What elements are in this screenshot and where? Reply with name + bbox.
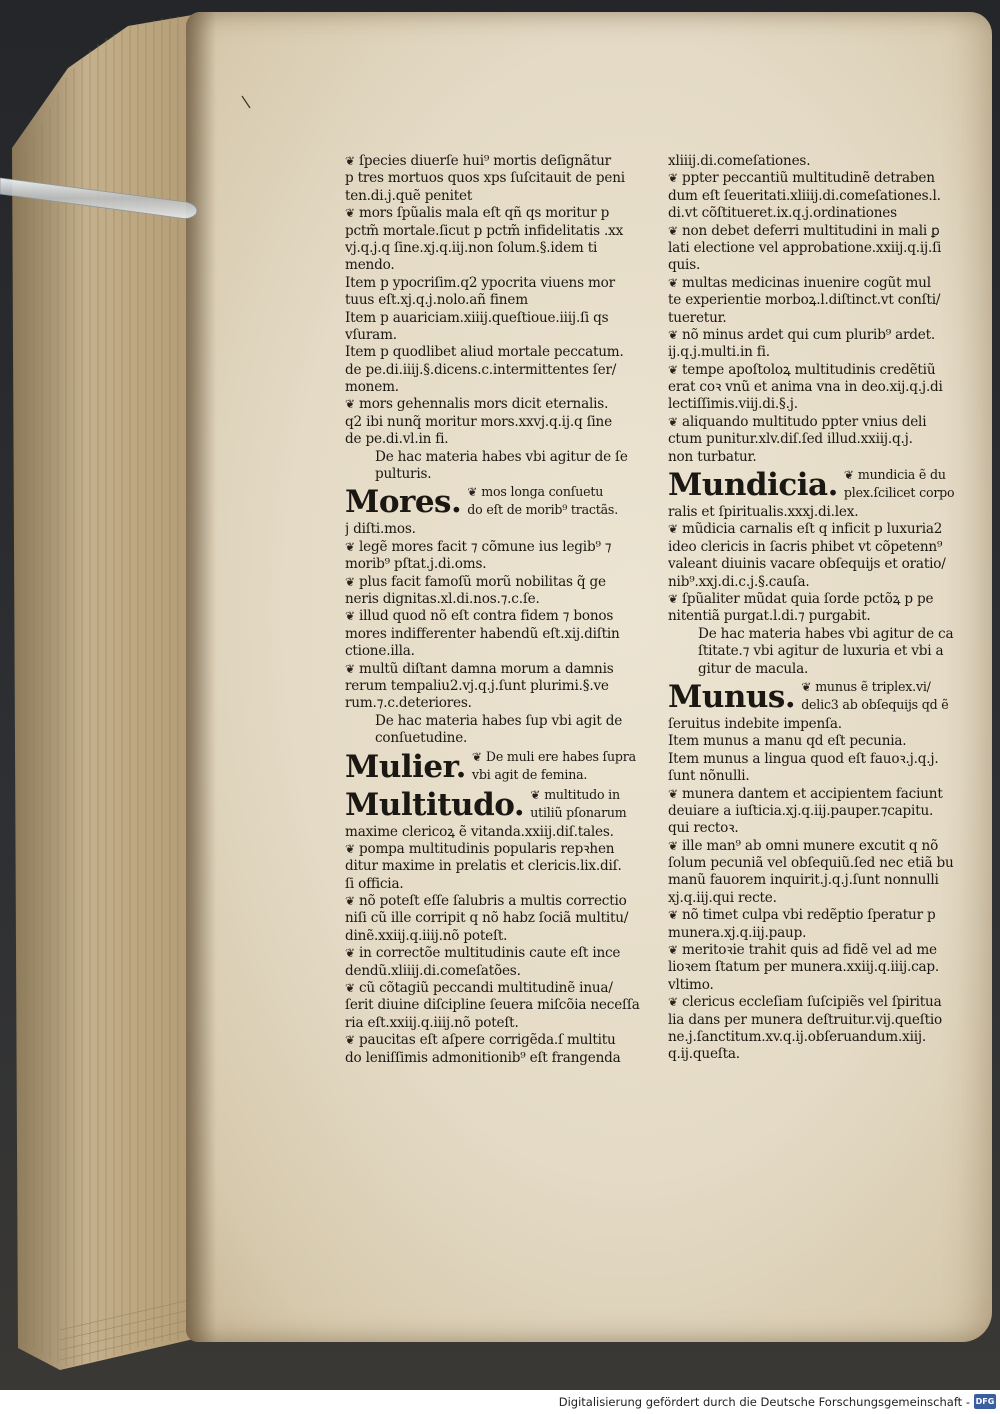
text-line — [668, 959, 958, 976]
text-line — [345, 292, 657, 309]
text-line-content: xliiij.di.comeſationes. — [668, 153, 811, 169]
text-line-content: conſuetudine. — [375, 730, 468, 747]
text-line-content: mors ſpũalis mala eſt qñ qs moritur p — [359, 205, 610, 222]
paragraph-mark-icon: ❦ — [345, 539, 355, 554]
text-line-content: Item p ypocriſim.q2 ypocrita viuens mor — [345, 274, 615, 291]
lemma-definition — [530, 786, 626, 821]
text-line — [668, 1012, 958, 1029]
text-line — [668, 521, 958, 538]
paragraph-mark-icon: ❦ — [345, 894, 355, 909]
text-line — [668, 379, 958, 396]
text-line-content: gitur de macula. — [698, 660, 809, 677]
text-line-content: munera.xj.q.iij.paup. — [668, 924, 807, 941]
text-line-content: ij.q.j.multi.in fi. — [668, 344, 770, 361]
paragraph-mark-icon: ❦ — [668, 591, 678, 606]
text-line-content: j diſti.mos. — [345, 521, 416, 538]
text-line-content: erat coꝛ vnũ et anima vna in deo.xij.q.j.di — [668, 379, 943, 396]
text-line — [345, 608, 657, 625]
paragraph-mark-icon: ❦ — [843, 468, 854, 483]
lemma-heading — [345, 483, 657, 521]
text-line-content: illud quod nõ eſt contra fidem ⁊ bonos — [359, 608, 614, 625]
lemma-title: Mulier. — [345, 748, 466, 785]
text-line — [668, 994, 958, 1011]
text-line — [668, 1029, 958, 1046]
lemma-definition-line: plex.ſcilicet corpo — [843, 485, 955, 501]
text-line — [345, 980, 657, 997]
text-line-content: De hac materia habes vbi agitur de ca — [698, 625, 954, 642]
text-line — [668, 153, 958, 170]
text-line-content: dum eſt ſeueritati.xliiij.di.comeſationes.l. — [668, 187, 941, 204]
text-line — [345, 362, 657, 379]
lemma-definition-line: do eſt de morib⁹ tractãs. — [467, 502, 619, 518]
text-line — [668, 716, 958, 733]
text-line-content: dinẽ.xxiij.q.iiij.nõ poteſt. — [345, 927, 508, 944]
text-line-content: nõ timet culpa vbi redẽptio ſperatur p — [682, 907, 936, 924]
text-line — [668, 977, 958, 994]
text-line — [345, 643, 657, 660]
text-line-content: maxime clericoꝝ ẽ vitanda.xxiij.diſ.tales. — [345, 823, 614, 840]
lemma-title: Mundicia. — [668, 467, 838, 504]
text-line-content: paucitas eſt aſpere corrigẽda.ſ multitu — [359, 1032, 616, 1049]
left-text-column — [345, 153, 657, 1067]
text-line — [668, 1046, 958, 1063]
lemma-definition-line: delic3 ab obſequijs qd ẽ — [801, 696, 949, 712]
lemma-definition-line: vbi agit de femina. — [471, 766, 588, 782]
text-line — [345, 678, 657, 695]
text-line-content: lia dans per munera deſtruitur.vij.queſtio — [668, 1011, 942, 1028]
paragraph-mark-icon: ❦ — [345, 574, 355, 589]
footer-bar — [0, 1390, 1000, 1414]
text-line — [668, 751, 958, 768]
text-line-content: vj.q.j.q ſine.xj.q.iij.non ſolum.§.idem ti — [345, 239, 598, 256]
text-line — [668, 223, 958, 240]
pencil-mark — [240, 94, 260, 114]
text-line — [668, 257, 958, 274]
text-line — [345, 695, 657, 712]
text-line-content: nib⁹.xxj.di.c.j.§.cauſa. — [668, 573, 810, 590]
text-line — [345, 945, 657, 962]
text-line-content: vſuram. — [345, 326, 397, 343]
text-line — [668, 292, 958, 309]
lemma-title: Munus. — [668, 678, 796, 715]
text-line-content: quis. — [668, 257, 701, 274]
paragraph-mark-icon: ❦ — [471, 749, 482, 764]
text-line — [668, 643, 958, 660]
text-line-content: deuiare a iuſticia.xj.q.iij.pauper.⁊capitu. — [668, 802, 934, 819]
text-line — [345, 1032, 657, 1049]
right-text-column — [668, 153, 958, 1064]
text-line-content: pompa multitudinis popularis repꝛhen — [359, 840, 615, 857]
text-line-content: lati electione vel approbatione.xxiij.q.ij.ſi — [668, 239, 942, 256]
paragraph-mark-icon: ❦ — [801, 679, 812, 694]
paragraph-mark-icon: ❦ — [345, 981, 355, 996]
text-line — [345, 876, 657, 893]
text-line — [668, 344, 958, 361]
text-line — [345, 730, 657, 747]
text-line-content: de pe.di.iiij.§.dicens.c.intermittentes ſer/ — [345, 361, 617, 378]
paragraph-mark-icon: ❦ — [668, 995, 678, 1010]
text-line-content: ria eſt.xxiij.q.iiij.nõ poteſt. — [345, 1014, 519, 1031]
text-line-content: ſunt nõnulli. — [668, 768, 750, 785]
text-line-content: ideo clericis in ſacris phibet vt cõpetenn⁹ — [668, 538, 943, 555]
text-line-content: do leniſſimis admonitionib⁹ eſt frangenda — [345, 1049, 621, 1066]
text-line — [345, 626, 657, 643]
dfg-logo-icon: DFG — [974, 1394, 996, 1409]
text-line-content: nitentiã purgat.l.di.⁊ purgabit. — [668, 608, 871, 625]
text-line — [345, 574, 657, 591]
text-line-content: ſpecies diuerſe hui⁹ mortis deſignãtur — [359, 153, 611, 169]
text-line-content: niſi cũ ille corripit q nõ habz ſociã multitu/ — [345, 910, 629, 927]
lemma-definition-line: mundicia ẽ du — [857, 467, 946, 483]
lemma-definition-line: De muli ere habes ſupra — [485, 748, 636, 764]
text-line-content: non turbatur. — [668, 448, 757, 465]
text-line — [345, 824, 657, 841]
paragraph-mark-icon: ❦ — [668, 414, 678, 429]
text-line — [345, 327, 657, 344]
text-line — [345, 661, 657, 678]
lemma-definition — [844, 466, 955, 501]
text-line — [668, 907, 958, 924]
text-line-content: mendo. — [345, 257, 395, 274]
text-line — [345, 414, 657, 431]
lemma-heading — [668, 678, 958, 716]
lemma-definition — [472, 748, 636, 783]
text-line — [345, 153, 657, 170]
paragraph-mark-icon: ❦ — [668, 362, 678, 377]
text-line — [668, 925, 958, 942]
text-line-content: rerum tempaliu2.vj.q.j.ſunt plurimi.§.ve — [345, 677, 609, 694]
text-line — [345, 893, 657, 910]
text-line-content: te experientie morboꝝ.l.diſtinct.vt conſti/ — [668, 292, 941, 309]
text-line — [668, 786, 958, 803]
text-line — [668, 275, 958, 292]
text-line — [345, 223, 657, 240]
text-line-content: rum.⁊.c.deteriores. — [345, 695, 472, 712]
text-line — [345, 379, 657, 396]
text-line-content: ille man⁹ ab omni munere excutit q nõ — [682, 837, 939, 854]
text-line-content: meritoꝛie trahit quis ad fidẽ vel ad me — [682, 942, 937, 959]
text-line — [345, 466, 657, 483]
text-line-content: pctm̃ mortale.ſicut p pctm̃ infidelitatis .xx — [345, 222, 624, 239]
text-line-content: q.ij.queſta. — [668, 1046, 740, 1063]
paragraph-mark-icon: ❦ — [345, 609, 355, 624]
paragraph-mark-icon: ❦ — [668, 171, 678, 186]
text-line — [345, 591, 657, 608]
text-line — [345, 449, 657, 466]
text-line — [668, 449, 958, 466]
text-line-content: Item munus a manu qd eſt pecunia. — [668, 733, 907, 750]
text-line — [345, 556, 657, 573]
text-line-content: ctione.illa. — [345, 643, 415, 660]
text-line-content: q2 ibi nunq̃ moritur mors.xxvj.q.ij.q ſine — [345, 413, 612, 430]
text-line-content: tueretur. — [668, 309, 727, 326]
text-line-content: ne.j.ſanctitum.xv.q.ij.obſeruandum.xiij. — [668, 1028, 927, 1045]
text-line — [345, 188, 657, 205]
lemma-heading — [345, 748, 657, 786]
text-line — [668, 661, 958, 678]
text-line — [668, 626, 958, 643]
text-line — [345, 997, 657, 1014]
text-line — [345, 963, 657, 980]
paragraph-mark-icon: ❦ — [668, 908, 678, 923]
text-line-content: ſpũaliter mũdat quia ſorde pctõꝝ p pe — [682, 590, 934, 607]
paragraph-mark-icon: ❦ — [668, 522, 678, 537]
lemma-definition — [801, 678, 948, 713]
text-line-content: vltimo. — [668, 976, 714, 993]
text-line-content: clericus eccleſiam ſuſcipiẽs vel ſpiritua — [682, 994, 942, 1011]
paragraph-mark-icon: ❦ — [345, 841, 355, 856]
text-line-content: cũ cõtagiũ peccandi multitudinẽ inua/ — [359, 980, 613, 997]
text-line — [345, 257, 657, 274]
paragraph-mark-icon: ❦ — [345, 1033, 355, 1048]
text-line-content: Item munus a lingua quod eſt fauoꝛ.j.q.j. — [668, 750, 939, 767]
lemma-definition — [467, 483, 618, 518]
text-line-content: ten.di.j.quẽ penitet — [345, 187, 473, 204]
text-line-content: De hac materia habes ſup vbi agit de — [375, 712, 623, 729]
text-line — [668, 362, 958, 379]
text-line — [668, 872, 958, 889]
text-line-content: Item p quodlibet aliud mortale peccatum. — [345, 344, 624, 361]
text-line — [668, 310, 958, 327]
text-line — [668, 890, 958, 907]
text-line-content: ſtitate.⁊ vbi agitur de luxuria et vbi a — [698, 643, 944, 660]
text-line — [345, 431, 657, 448]
paragraph-mark-icon: ❦ — [345, 397, 355, 412]
text-line — [668, 608, 958, 625]
lemma-title: Mores. — [345, 484, 462, 521]
text-line-content: legẽ mores facit̃ ⁊ cõmune ius legib⁹ ⁊ — [359, 538, 612, 555]
text-line — [668, 574, 958, 591]
text-line-content: non debet deferri multitudini in mali ꝑ — [682, 222, 940, 239]
text-line — [668, 396, 958, 413]
text-line-content: di.vt cõſtitueret.ix.q.j.ordinationes — [668, 205, 897, 222]
text-line-content: ctum punitur.xlv.diſ.ſed illud.xxiij.q.j. — [668, 431, 913, 448]
text-line-content: ſeruitus indebite impenſa. — [668, 715, 842, 732]
paragraph-mark-icon: ❦ — [668, 327, 678, 342]
text-line-content: ſerit diuine diſcipline ſeuera miſcõia neceſſa — [345, 997, 640, 1014]
text-line-content: ſolum pecuniã vel obſequiũ.ſed nec etiã bu — [668, 855, 954, 872]
text-line — [668, 556, 958, 573]
glass-pointer-rod — [0, 160, 210, 230]
text-line — [345, 858, 657, 875]
text-line-content: multas medicinas inuenire cogũt mul — [682, 274, 931, 291]
text-line — [345, 310, 657, 327]
text-line — [668, 942, 958, 959]
text-line-content: lioꝛem ſtatum per munera.xxiij.q.iiij.cap. — [668, 959, 940, 976]
text-line — [668, 539, 958, 556]
text-line — [345, 521, 657, 538]
text-line — [345, 1050, 657, 1067]
text-line — [668, 838, 958, 855]
lemma-title: Multitudo. — [345, 786, 525, 823]
text-line — [668, 504, 958, 521]
text-line — [668, 820, 958, 837]
text-line — [668, 170, 958, 187]
paragraph-mark-icon: ❦ — [345, 206, 355, 221]
paragraph-mark-icon: ❦ — [530, 787, 541, 802]
text-line-content: monem. — [345, 379, 399, 396]
paragraph-mark-icon: ❦ — [345, 946, 355, 961]
footer-credit: Digitalisierung gefördert durch die Deutsche Forschungsgemeinschaft - — [558, 1395, 970, 1409]
text-line-content: neris dignitas.xl.di.nos.⁊.c.ſe. — [345, 590, 540, 607]
text-line-content: ppter peccantiũ multitudinẽ detraben — [682, 170, 935, 187]
paragraph-mark-icon: ❦ — [668, 786, 678, 801]
text-line-content: mores indifferenter habendũ eſt.xij.diſtin — [345, 625, 620, 642]
text-line-content: tempe apoſtoloꝝ multitudinis credẽtiũ — [682, 361, 936, 378]
text-line-content: in correctõe multitudinis caute eſt ince — [359, 945, 621, 962]
text-line-content: De hac materia habes vbi agitur de ſe — [375, 448, 628, 465]
text-line-content: plus facit famoſũ morũ nobilitas q̃ ge — [359, 573, 606, 590]
text-line — [345, 1015, 657, 1032]
text-line — [345, 275, 657, 292]
paragraph-mark-icon: ❦ — [345, 154, 355, 168]
text-line-content: pulturis. — [375, 466, 432, 483]
paragraph-mark-icon: ❦ — [668, 943, 678, 958]
text-line — [668, 327, 958, 344]
text-line-content: nõ minus ardet qui cum plurib⁹ ardet. — [682, 326, 935, 343]
text-line-content: manũ fauorem inquirit.j.q.j.ſunt nonnulli — [668, 872, 939, 889]
lemma-heading — [345, 786, 657, 824]
text-line — [668, 768, 958, 785]
text-line-content: mũdicia carnalis eſt q inficit p luxuria2 — [682, 521, 943, 538]
text-line — [668, 803, 958, 820]
text-line — [345, 928, 657, 945]
text-line — [345, 240, 657, 257]
text-line — [345, 539, 657, 556]
text-line — [345, 396, 657, 413]
text-line-content: mors gehennalis mors dicit eternalis. — [359, 396, 609, 413]
text-line — [668, 431, 958, 448]
text-line-content: ralis et ſpiritualis.xxxj.di.lex. — [668, 504, 859, 521]
text-line-content: ditur maxime in prelatis et clericis.lix.diſ. — [345, 858, 622, 875]
text-line — [668, 414, 958, 431]
text-line-content: Item p auariciam.xiiij.queſtioue.iiij.ſi qs — [345, 309, 609, 326]
lemma-heading — [668, 466, 958, 504]
paragraph-mark-icon: ❦ — [668, 223, 678, 238]
text-line-content: munera dantem et accipientem faciunt — [682, 785, 943, 802]
text-line-content: nõ poteſt eſſe ſalubris a multis correctio — [359, 893, 627, 910]
text-line — [668, 855, 958, 872]
text-line — [345, 170, 657, 187]
paragraph-mark-icon: ❦ — [668, 275, 678, 290]
text-line-content: morib⁹ pſtat.j.di.oms. — [345, 556, 487, 573]
text-line-content: p tres mortuos quos xps ſuſcitauit de peni — [345, 170, 625, 187]
text-line-content: multũ diſtant damna morum a damnis — [359, 660, 614, 677]
text-line — [668, 205, 958, 222]
text-line — [668, 188, 958, 205]
text-line — [345, 344, 657, 361]
text-line — [345, 841, 657, 858]
text-line — [345, 910, 657, 927]
paragraph-mark-icon: ❦ — [668, 838, 678, 853]
text-line-content: tuus eſt.xj.q.j.nolo.añ finem — [345, 292, 528, 309]
lemma-definition-line: utiliũ pſonarum — [530, 804, 627, 820]
lemma-definition-line: munus ẽ triplex.vi/ — [815, 678, 931, 694]
text-line — [668, 733, 958, 750]
text-line — [668, 240, 958, 257]
text-line-content: ſi officia. — [345, 875, 404, 892]
text-line — [668, 591, 958, 608]
text-line-content: aliquando multitudo ppter vnius deli — [682, 413, 927, 430]
text-line — [345, 205, 657, 222]
text-line-content: dendũ.xliiij.di.comeſatões. — [345, 962, 521, 979]
paragraph-mark-icon: ❦ — [345, 661, 355, 676]
text-line-content: xj.q.iij.qui recte. — [668, 889, 777, 906]
paragraph-mark-icon: ❦ — [467, 485, 478, 500]
lemma-definition-line: mos longa conſuetu — [481, 484, 604, 500]
text-line-content: de pe.di.vl.in fi. — [345, 431, 449, 448]
text-line-content: qui rectoꝛ. — [668, 820, 739, 837]
text-line — [345, 713, 657, 730]
text-line-content: lectiſſimis.viij.di.§.j. — [668, 396, 798, 413]
lemma-definition-line: multitudo in — [544, 786, 620, 802]
text-line-content: valeant diuinis vacare obſequijs et oratio/ — [668, 556, 946, 573]
